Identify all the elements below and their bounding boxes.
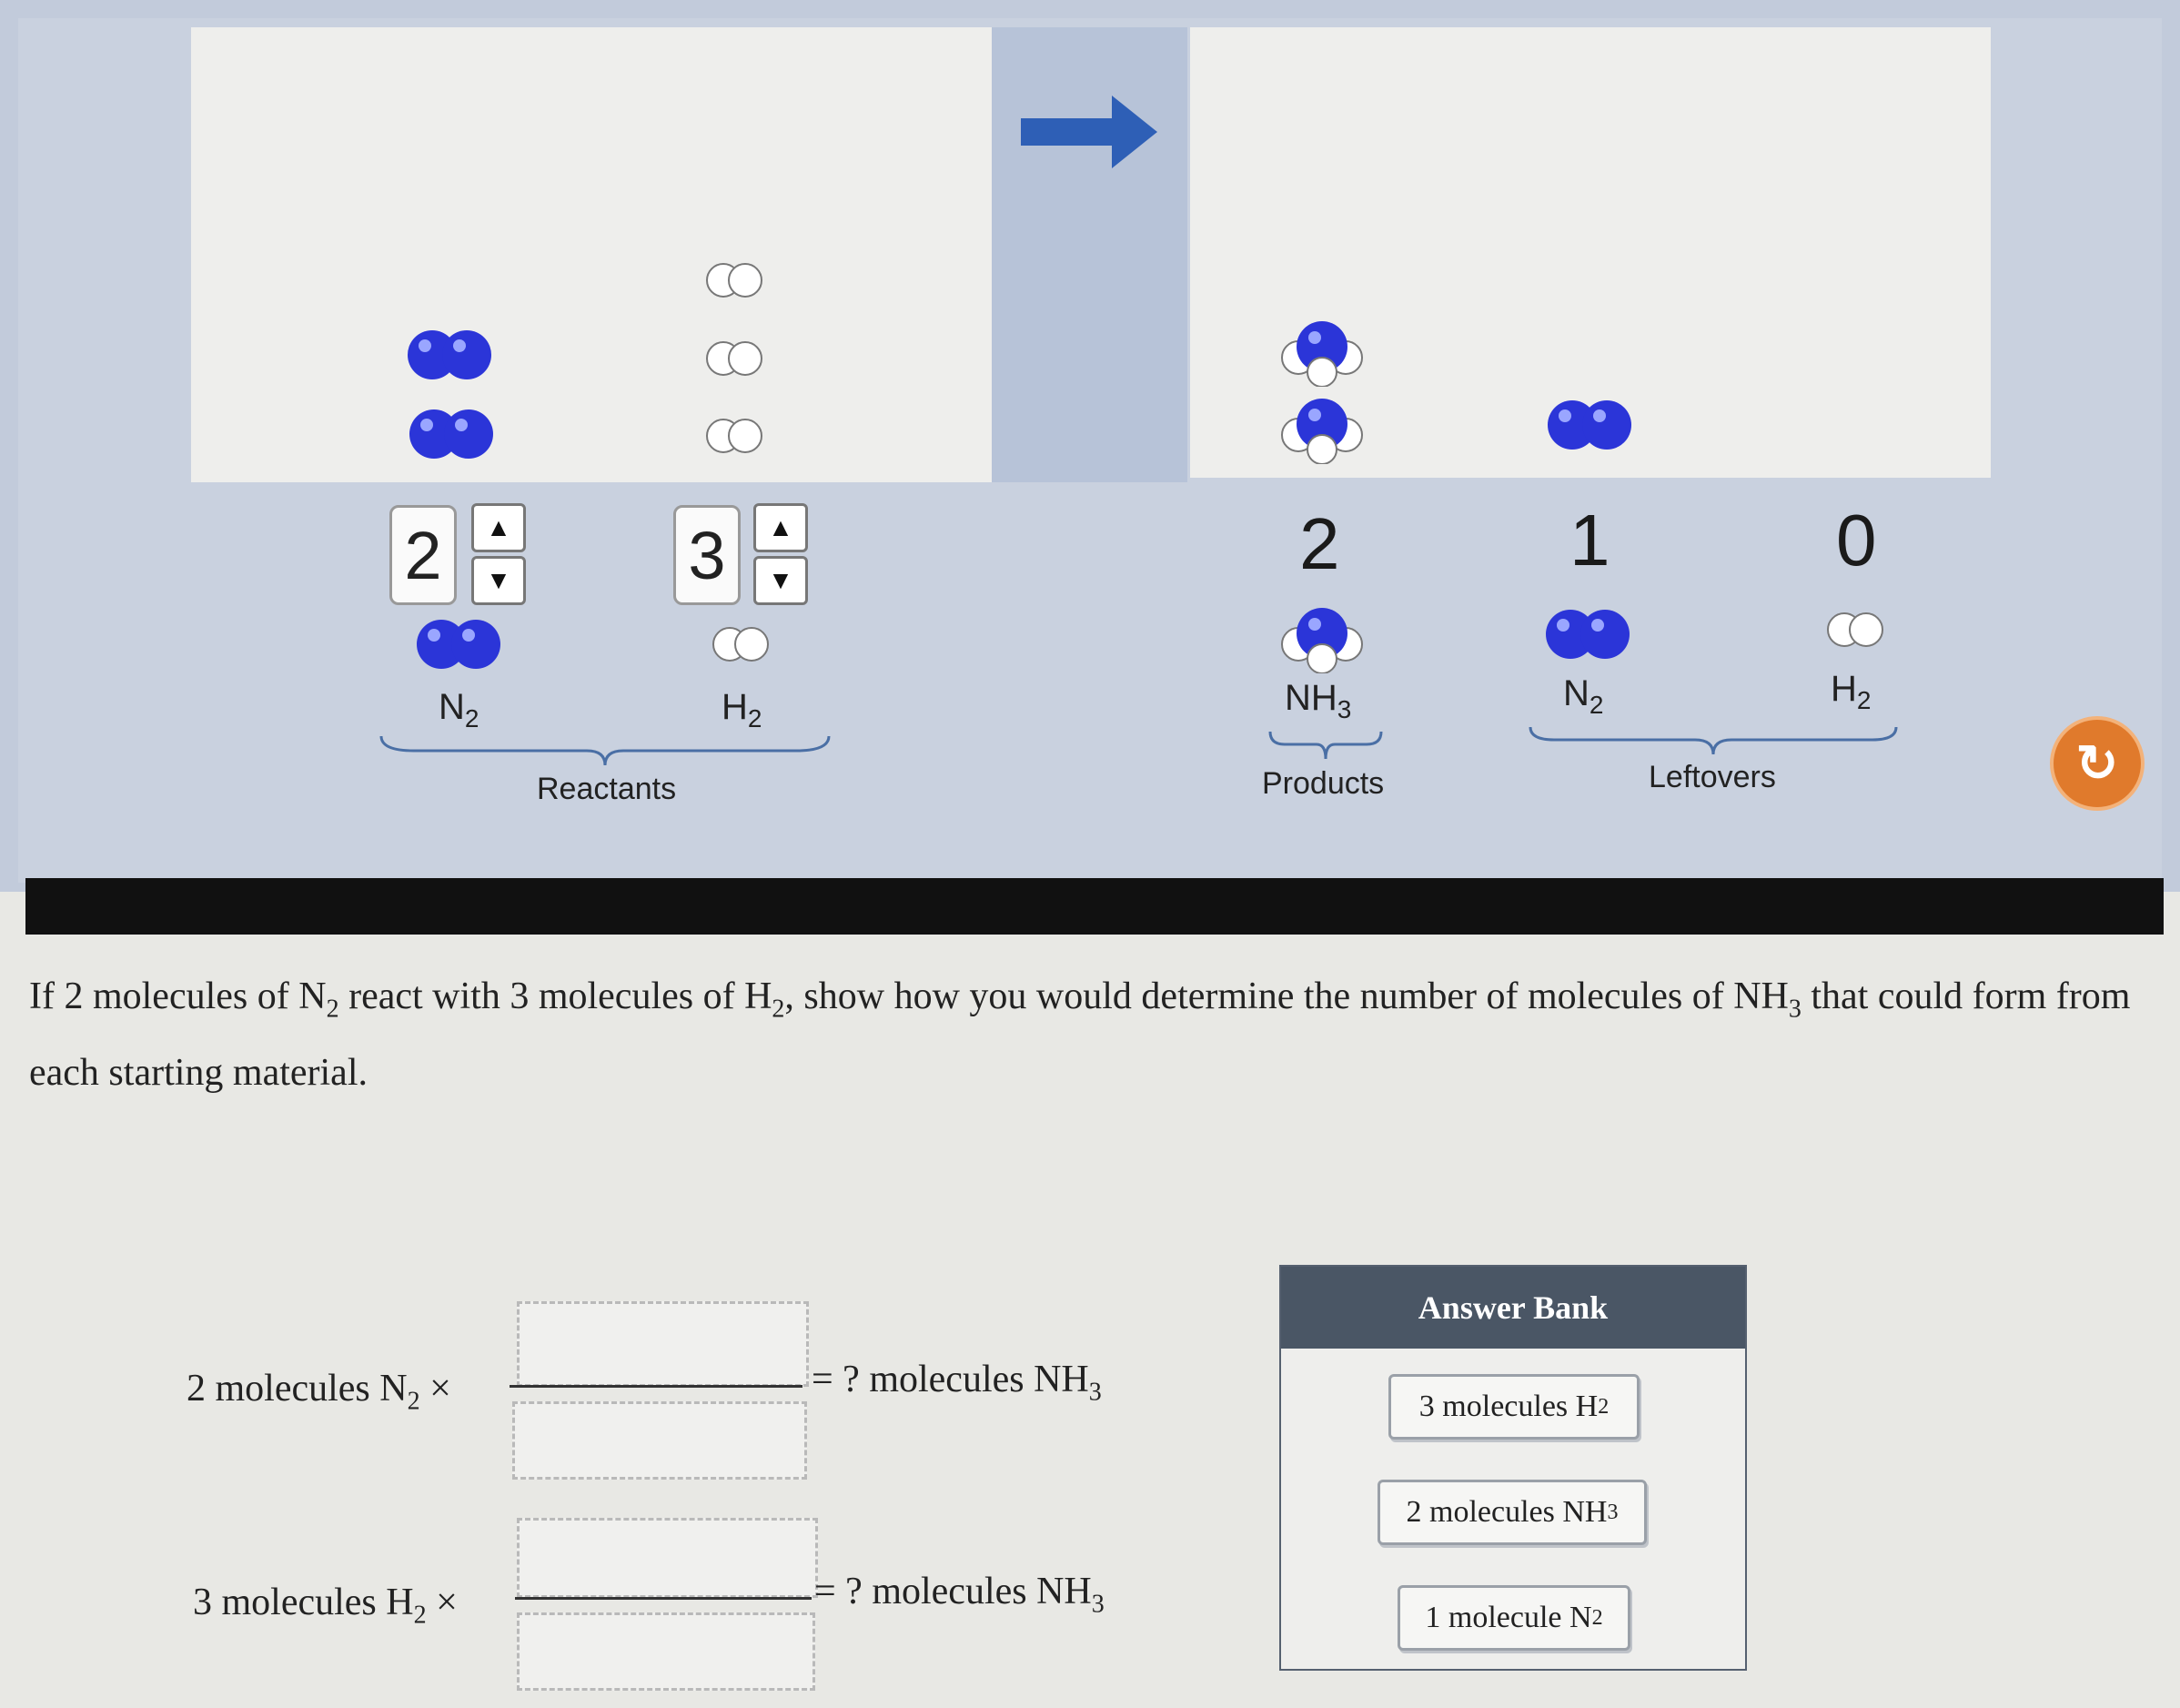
products-brace	[1267, 728, 1385, 764]
equation-2-denominator-dropzone[interactable]	[517, 1612, 815, 1691]
reset-button[interactable]	[2050, 716, 2145, 811]
arrow-down-icon: ▼	[486, 566, 511, 594]
h2-decrement-button[interactable]	[753, 556, 808, 605]
answer-bank-title: Answer Bank	[1281, 1267, 1745, 1349]
n2-molecule-icon	[414, 617, 505, 672]
n2-molecule-icon	[1543, 607, 1634, 662]
nh3-molecule-icon	[1278, 314, 1366, 387]
answer-bank	[1279, 1265, 1747, 1671]
question-text: If 2 molecules of $N_2$ react with 3 molecules of $H_2$, show how you would determine the number of molecules of $NH_3$ that could form from each starting material.	[29, 975, 2131, 1095]
nh3-molecule-icon	[1278, 601, 1366, 673]
reaction-arrow-icon	[1021, 96, 1166, 168]
nh3-count: 2	[1299, 503, 1340, 584]
h2-count-value: 3	[673, 505, 741, 605]
leftovers-label: Leftovers	[1649, 760, 1776, 794]
equation-2-lhs: 3 molecules $H_2$ ×	[193, 1582, 458, 1630]
answer-chip-2-molecules-nh3[interactable]: 2 molecules NH 3	[1378, 1480, 1647, 1545]
equation-2-numerator-dropzone[interactable]	[517, 1518, 818, 1598]
dark-toolbar-strip	[25, 878, 2164, 935]
equation-1-rhs: = ? molecules $NH_3$	[812, 1359, 1102, 1407]
h2-molecule-icon	[703, 339, 767, 379]
reset-icon: ↻	[2075, 734, 2119, 792]
reactants-brace	[378, 733, 833, 769]
h2-increment-button[interactable]	[753, 503, 808, 552]
equation-2-fraction-bar	[515, 1597, 812, 1600]
n2-decrement-button[interactable]	[471, 556, 526, 605]
nh3-molecule-icon	[1278, 391, 1366, 464]
h2-molecule-icon	[1824, 610, 1888, 650]
h2-molecule-icon	[703, 260, 767, 300]
equation-1-fraction-bar	[510, 1385, 802, 1388]
n2-reactant-label: $N_2$	[439, 687, 479, 733]
equation-2-rhs: = ? molecules $NH_3$	[814, 1571, 1105, 1619]
n2-count-value: 2	[389, 505, 457, 605]
arrow-down-icon: ▼	[768, 566, 793, 594]
h2-spinner	[753, 503, 806, 598]
products-label: Products	[1262, 766, 1385, 801]
n2-molecule-icon	[1545, 398, 1636, 452]
arrow-up-icon: ▲	[768, 513, 793, 541]
leftover-n2-count: 1	[1569, 500, 1610, 581]
nh3-product-label: $NH_3$	[1285, 678, 1352, 723]
answer-chip-1-molecule-n2[interactable]: 1 molecule N 2	[1398, 1585, 1630, 1651]
h2-reactant-label: $H_2$	[722, 687, 762, 733]
arrow-up-icon: ▲	[486, 513, 511, 541]
reactant-chamber	[191, 27, 996, 482]
reactants-label: Reactants	[537, 772, 677, 806]
leftovers-brace	[1527, 723, 1900, 760]
h2-molecule-icon	[703, 416, 767, 456]
leftover-h2-count: 0	[1836, 500, 1877, 581]
equation-1-lhs: 2 molecules $N_2$ ×	[187, 1368, 451, 1416]
n2-molecule-icon	[405, 328, 496, 382]
h2-molecule-icon	[710, 624, 773, 664]
equation-1-numerator-dropzone[interactable]	[517, 1301, 809, 1387]
n2-molecule-icon	[407, 407, 498, 461]
n2-spinner	[471, 503, 524, 598]
n2-increment-button[interactable]	[471, 503, 526, 552]
answer-chip-3-molecules-h2[interactable]: 3 molecules H 2	[1388, 1374, 1640, 1440]
equation-1-denominator-dropzone[interactable]	[512, 1401, 807, 1480]
leftover-n2-label: $N_2$	[1563, 673, 1604, 719]
leftover-h2-label: $H_2$	[1831, 669, 1872, 714]
